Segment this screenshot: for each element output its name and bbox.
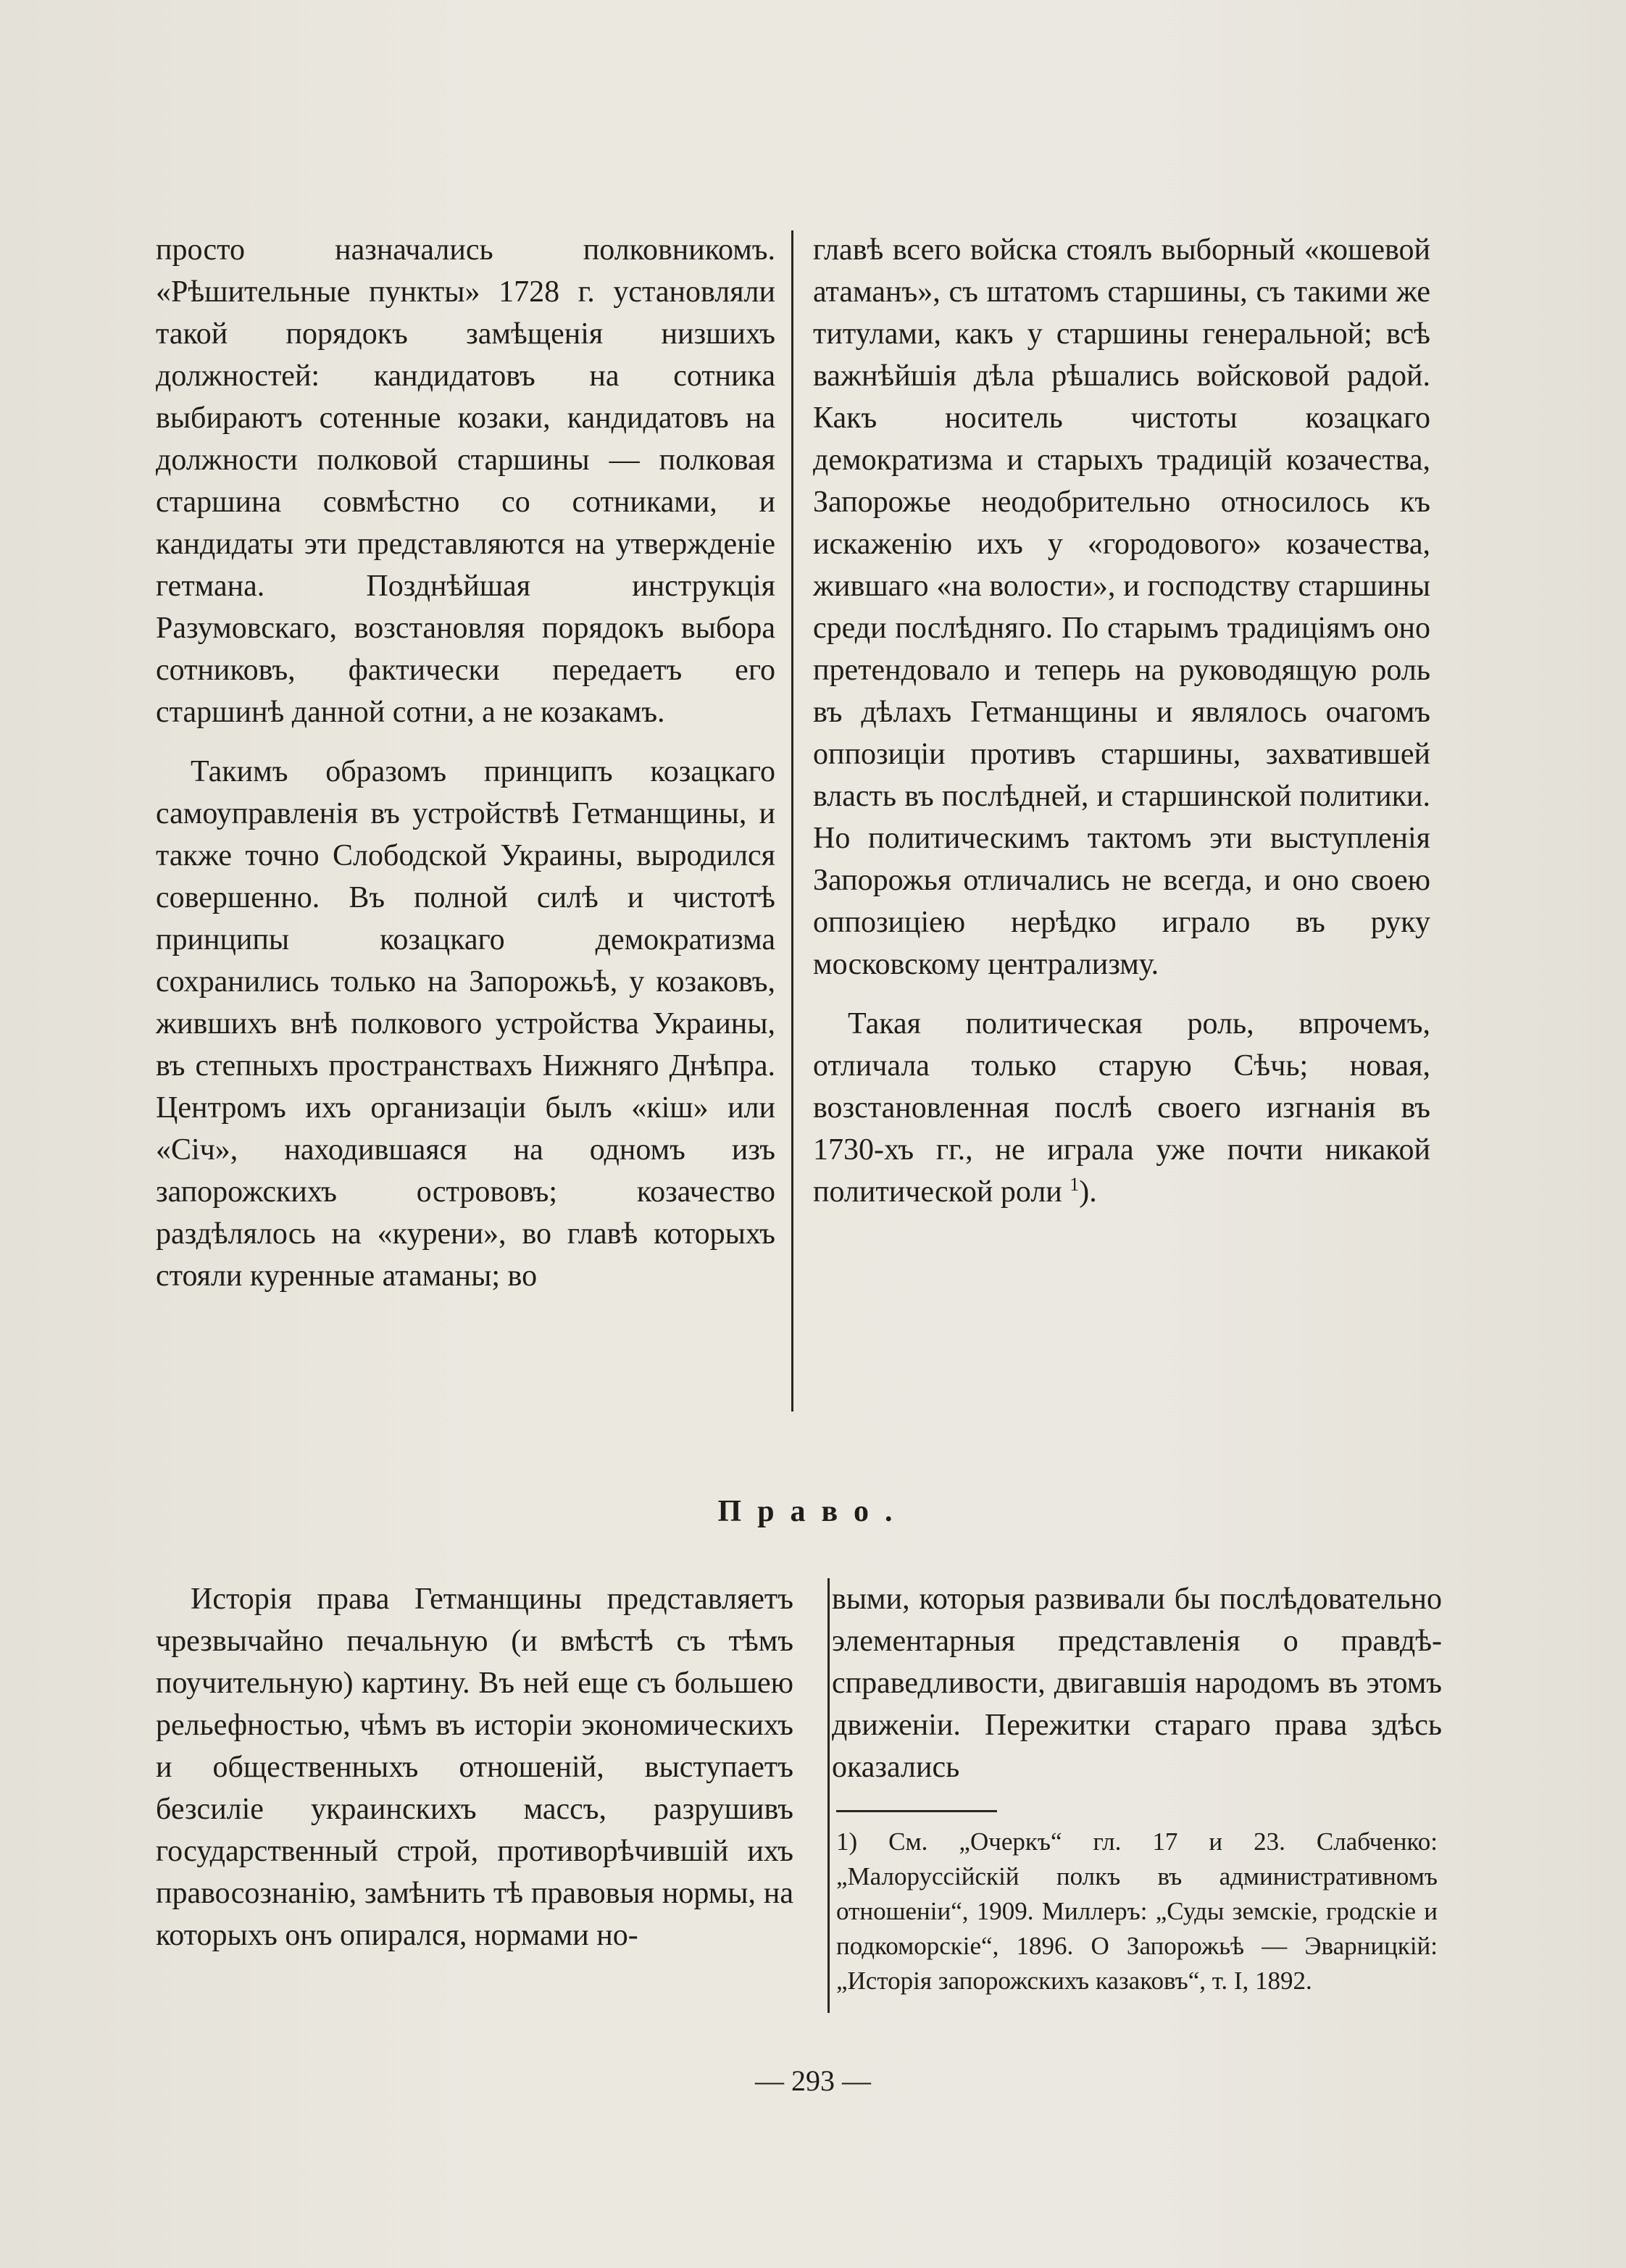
footnote-reference: 1 [1070, 1174, 1080, 1195]
text-column-left-bottom [156, 1578, 793, 1956]
text-column-right-top [813, 229, 1430, 1213]
paragraph: главѣ всего войска стоялъ выборный «кошевой атаманъ», съ штатомъ старшины, съ такими же титулами, какъ у старшины генеральной; всѣ важнѣйшія дѣла рѣшались войсковой радой. Какъ носитель чистоты козацкаго демократизма и старыхъ традицій козачества, Запорожье неодобрительно относилось къ искаженію ихъ у «городового» козачества, жившаго «на волости», и господству старшины среди послѣдняго. По старымъ традиціямъ оно претендовало и теперь на руководящую роль въ дѣлахъ Гетманщины и являлось очагомъ оппозиціи противъ старшины, захватившей власть въ послѣдней, и старшинской политики. Но политическимъ тактомъ эти выступленія Запорожья отличались не всегда, и оно своею оппозиціею нерѣдко играло въ руку московскому централизму. [813, 233, 1430, 981]
column-divider [827, 1578, 830, 2013]
text-column-right-bottom [832, 1578, 1442, 1788]
column-divider [791, 230, 793, 1412]
paragraph: Такимъ образомъ принципъ козацкаго самоуправленія въ устройствѣ Гетманщины, и также точно Слободской Украины, выродился совершенно. Въ полной силѣ и чистотѣ принципы козацкаго демократизма сохранились только на Запорожьѣ, у козаковъ, жившихъ внѣ полкового устройства Украины, въ степныхъ пространствахъ Нижняго Днѣпра. Центромъ ихъ организаціи былъ «кіш» или «Січ», находившаяся на одномъ изъ запорожскихъ острововъ; козачество раздѣлялось на «курени», во главѣ которыхъ стояли куренные атаманы; во [156, 755, 775, 1293]
paragraph [813, 1003, 1430, 1213]
section-heading: Право. [717, 1495, 909, 1528]
paragraph-text: Такая политическая роль, впрочемъ, отличала только старую Сѣчь; новая, возстановленная послѣ своего изгнанія въ 1730-хъ гг., не играла уже почти никакой политической роли [813, 1007, 1430, 1209]
footnote-rule [836, 1810, 997, 1812]
page-number: — 293 — [755, 2064, 871, 2097]
footnote-marker: 1) [836, 1827, 858, 1856]
paragraph: выми, которыя развивали бы послѣдовательно элементарныя представленія о правдѣ-справедливости, двигавшія народомъ въ этомъ движеніи. Пережитки стараго права здѣсь оказались [832, 1583, 1442, 1784]
paragraph-end: ). [1079, 1175, 1097, 1209]
text-column-left-top [156, 229, 775, 1297]
footnote [836, 1825, 1438, 1998]
paragraph: Исторія права Гетманщины представляетъ чрезвычайно печальную (и вмѣстѣ съ тѣмъ поучительную) картину. Въ ней еще съ большею рельефностью, чѣмъ въ исторіи экономическихъ и общественныхъ отношеній, выступаетъ безсиліе украинскихъ массъ, разрушивъ государственный строй, противорѣчившій ихъ правосознанію, замѣнить тѣ правовыя нормы, на которыхъ онъ опирался, нормами но- [156, 1583, 793, 1952]
footnote-text: См. „Очеркъ“ гл. 17 и 23. Слабченко: „Малоруссійскій полкъ въ административномъ отношеніи“, 1909. Миллеръ: „Суды земскіе, гродскіе и подкоморскіе“, 1896. О Запорожьѣ — Эварницкій: „Исторія запорожскихъ казаковъ“, т. I, 1892. [836, 1827, 1438, 1995]
paragraph: просто назначались полковникомъ. «Рѣшительные пункты» 1728 г. установляли такой порядокъ замѣщенія низшихъ должностей: кандидатовъ на сотника выбираютъ сотенные козаки, кандидатовъ на должности полковой старшины — полковая старшина совмѣстно со сотниками, и кандидаты эти представляются на утвержденіе гетмана. Позднѣйшая инструкція Разумовскаго, возстановляя порядокъ выбора сотниковъ, фактически передаетъ его старшинѣ данной сотни, а не козакамъ. [156, 233, 775, 729]
